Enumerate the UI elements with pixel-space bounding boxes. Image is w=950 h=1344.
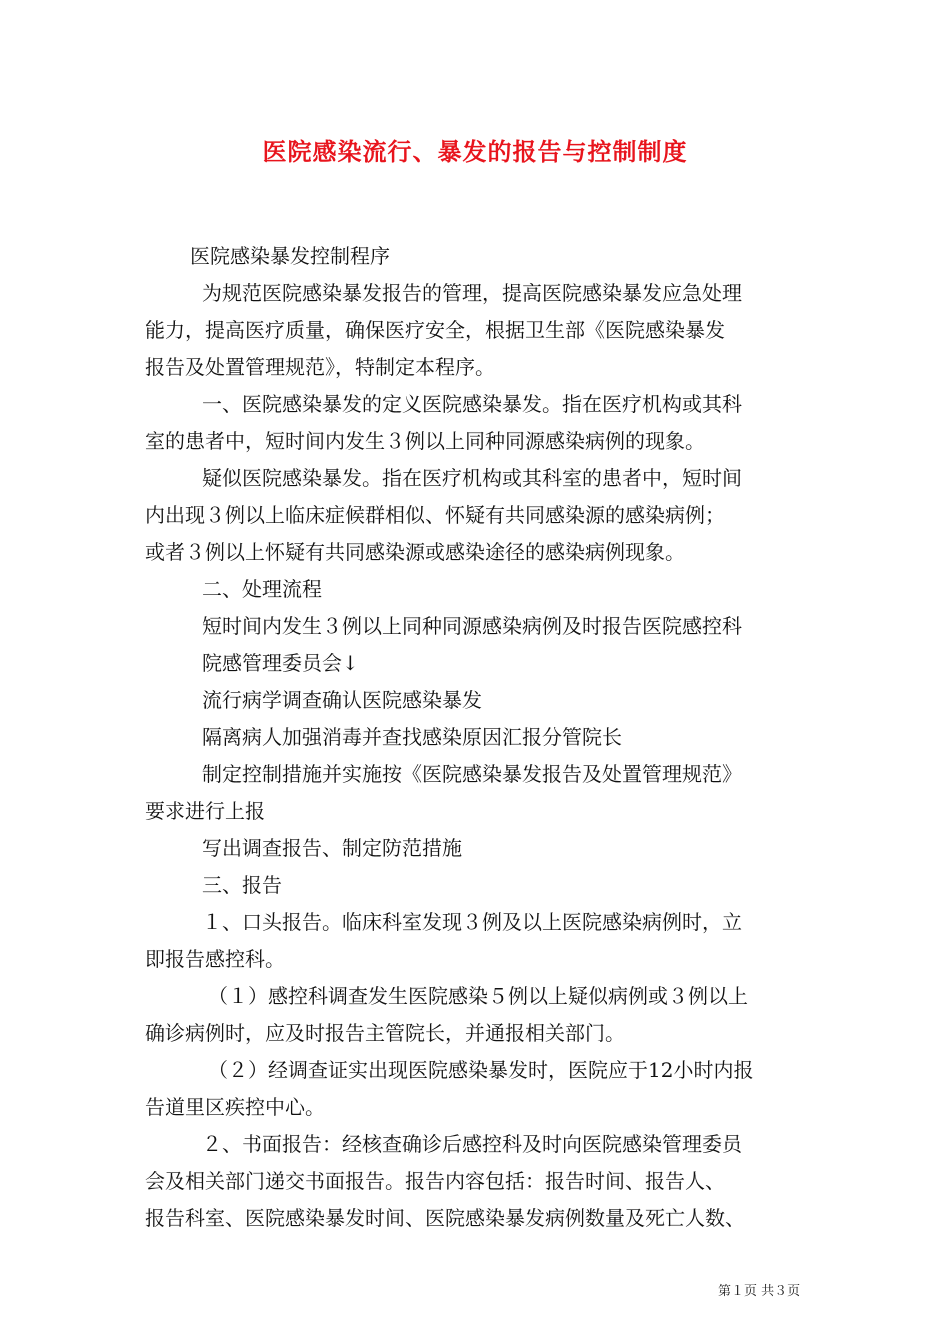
paragraph-line: （１）感控科调查发生医院感染５例以上疑似病例或３例以上	[208, 984, 748, 1008]
paragraph-line: 为规范医院感染暴发报告的管理，提高医院感染暴发应急处理	[202, 281, 742, 305]
section-heading: 二、处理流程	[202, 577, 322, 601]
paragraph-line: 会及相关部门递交书面报告。报告内容包括：报告时间、报告人、	[145, 1169, 725, 1193]
process-step: 院感管理委员会↓	[202, 651, 359, 675]
paragraph-line: 或者３例以上怀疑有共同感染源或感染途径的感染病例现象。	[145, 540, 685, 564]
process-step: 要求进行上报	[145, 799, 265, 823]
paragraph-line: （２）经调查证实出现医院感染暴发时，医院应于12小时内报	[208, 1058, 754, 1082]
paragraph-line: 能力，提高医疗质量，确保医疗安全，根据卫生部《医院感染暴发	[145, 318, 725, 342]
paragraph-line: 室的患者中，短时间内发生３例以上同种同源感染病例的现象。	[145, 429, 705, 453]
document-title: 医院感染流行、暴发的报告与控制制度	[262, 137, 688, 166]
process-step: 短时间内发生３例以上同种同源感染病例及时报告医院感控科	[202, 614, 742, 638]
paragraph-line: 报告及处置管理规范》，特制定本程序。	[145, 355, 495, 379]
paragraph-line: 即报告感控科。	[145, 947, 285, 971]
process-step: 流行病学调查确认医院感染暴发	[202, 688, 482, 712]
section-heading: 三、报告	[202, 873, 282, 897]
paragraph-line: 医院感染暴发控制程序	[190, 244, 390, 268]
paragraph-line: 一、医院感染暴发的定义医院感染暴发。指在医疗机构或其科	[202, 392, 742, 416]
paragraph-line: 疑似医院感染暴发。指在医疗机构或其科室的患者中，短时间	[202, 466, 742, 490]
paragraph-line: 告道里区疾控中心。	[145, 1095, 325, 1119]
process-step: 制定控制措施并实施按《医院感染暴发报告及处置管理规范》	[202, 762, 742, 786]
paragraph-line: 报告科室、医院感染暴发时间、医院感染暴发病例数量及死亡人数、	[145, 1206, 745, 1230]
process-step: 隔离病人加强消毒并查找感染原因汇报分管院长	[202, 725, 622, 749]
page-number: 第１页 共３页	[718, 1284, 801, 1299]
paragraph-line: １、口头报告。临床科室发现３例及以上医院感染病例时，立	[202, 910, 742, 934]
process-step: 写出调查报告、制定防范措施	[202, 836, 462, 860]
paragraph-line: ２、书面报告：经核查确诊后感控科及时向医院感染管理委员	[202, 1132, 742, 1156]
paragraph-line: 内出现３例以上临床症候群相似、怀疑有共同感染源的感染病例；	[145, 503, 725, 527]
paragraph-line: 确诊病例时，应及时报告主管院长，并通报相关部门。	[145, 1021, 625, 1045]
